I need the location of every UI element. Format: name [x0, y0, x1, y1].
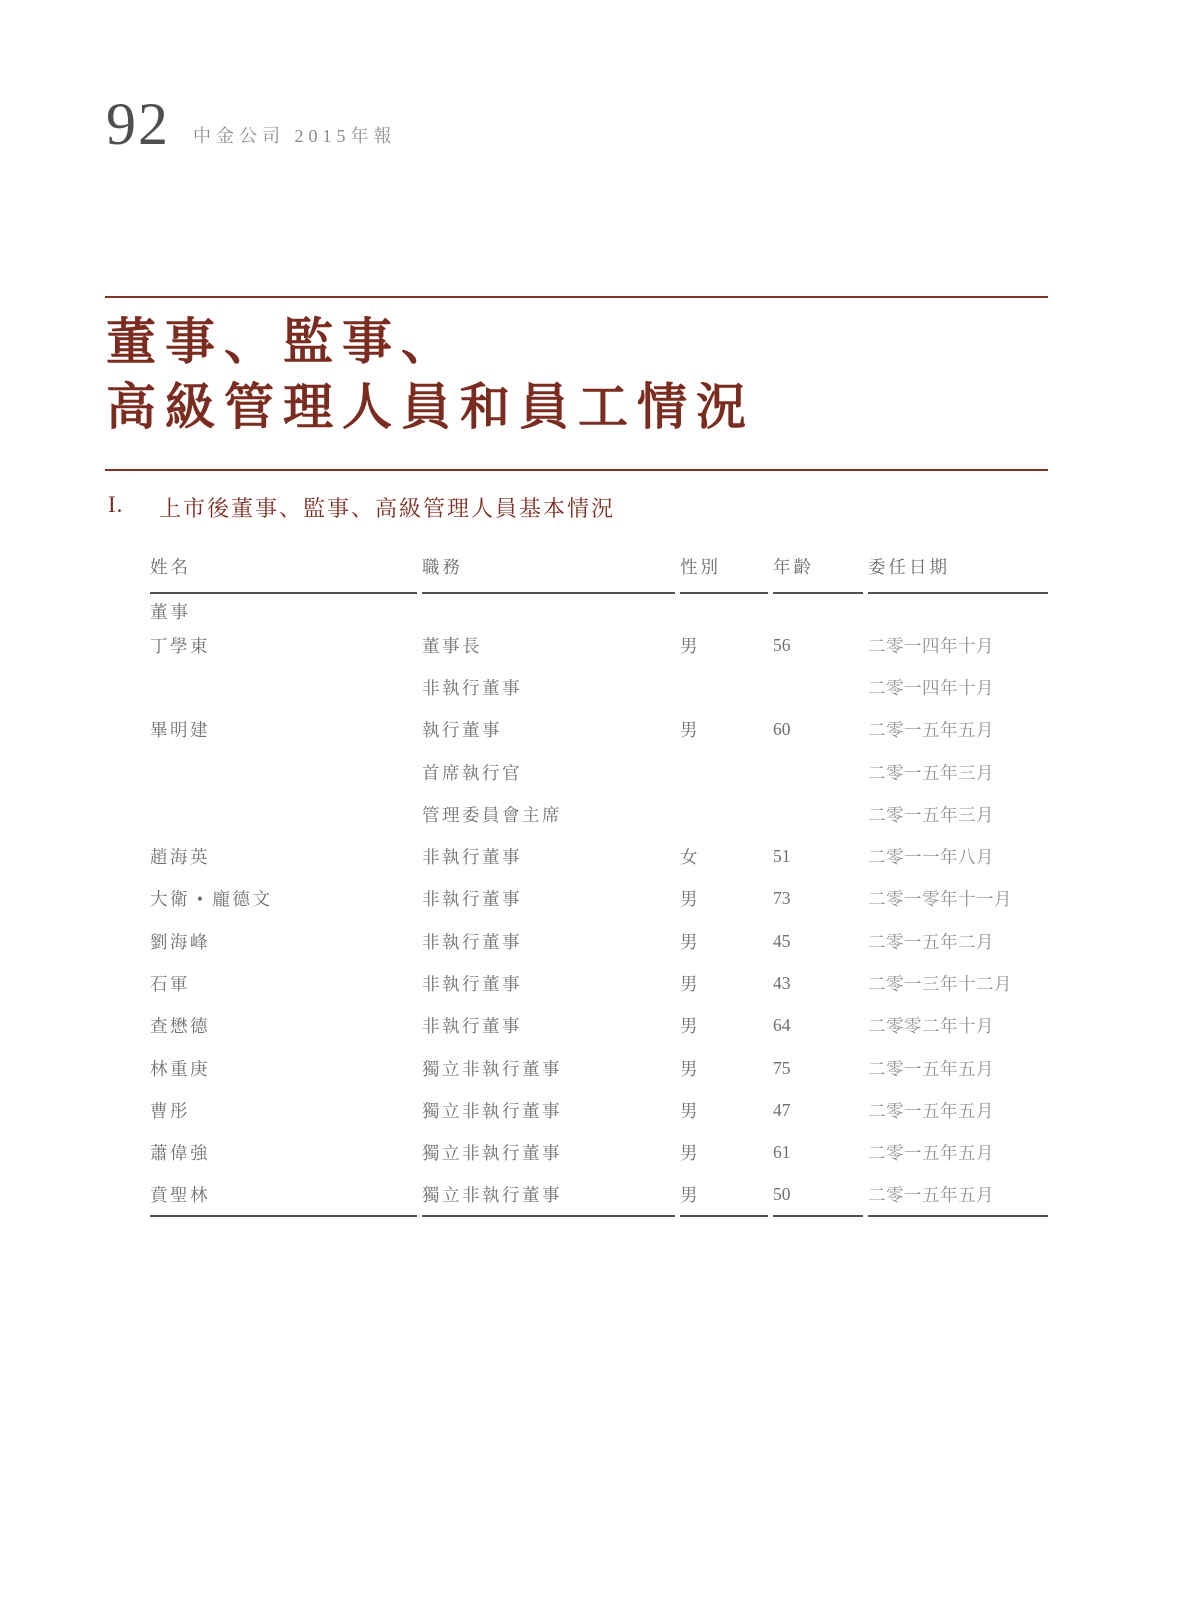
appointment-date: 二零一五年五月: [868, 1058, 994, 1079]
director-age: 75: [773, 1057, 791, 1078]
column-header-position: 職務: [422, 554, 675, 594]
chapter-title-line2: 高級管理人員和員工情況: [106, 379, 755, 435]
table-row: [150, 1174, 1048, 1216]
table-row: [150, 1005, 1048, 1047]
director-age: 45: [773, 930, 791, 951]
director-position: 首席執行官: [422, 762, 522, 783]
director-position: 非執行董事: [422, 847, 522, 868]
appointment-date: 二零一五年三月: [868, 804, 994, 825]
appointment-date: 二零一五年五月: [868, 1143, 994, 1164]
director-position: 獨立非執行董事: [422, 1173, 675, 1217]
appointment-date: 二零一三年十二月: [868, 974, 1012, 995]
director-position: 非執行董事: [422, 974, 522, 995]
director-position: 非執行董事: [422, 889, 522, 910]
section-numeral: I.: [108, 492, 124, 517]
director-gender: 男: [680, 1100, 700, 1121]
table-group-label: 董事: [150, 602, 191, 622]
table-row: [150, 624, 1048, 666]
director-position: 董事長: [422, 635, 482, 656]
table-row: [150, 666, 1048, 708]
director-position: 非執行董事: [422, 1016, 522, 1037]
director-gender: 男: [680, 889, 700, 910]
director-position: 獨立非執行董事: [422, 1100, 562, 1121]
chapter-title-line1: 董事、監事、: [106, 314, 460, 370]
director-name: 賁聖林: [150, 1173, 417, 1217]
director-gender: 男: [680, 1016, 700, 1037]
appointment-date: 二零一四年十月: [868, 635, 994, 656]
appointment-date: 二零一五年五月: [868, 1100, 994, 1121]
director-age: 51: [773, 846, 791, 867]
director-gender: 女: [680, 847, 700, 868]
director-position: 非執行董事: [422, 931, 522, 952]
table-header-row: [150, 554, 1048, 594]
director-name: 石軍: [150, 974, 190, 995]
director-position: 非執行董事: [422, 677, 522, 698]
director-name: 蕭偉強: [150, 1143, 210, 1164]
director-gender: 男: [680, 931, 700, 952]
director-name: 查懋德: [150, 1016, 210, 1037]
director-gender: 男: [680, 974, 700, 995]
title-bottom-rule: [105, 469, 1048, 471]
director-gender: 男: [680, 720, 700, 741]
director-age: 73: [773, 888, 791, 909]
appointment-date: 二零一五年三月: [868, 762, 994, 783]
director-name: 曹彤: [150, 1100, 190, 1121]
director-age: 61: [773, 1142, 791, 1163]
column-header-gender: 性別: [680, 554, 768, 594]
section-heading: 上市後董事、監事、高級管理人員基本情況: [159, 496, 616, 521]
table-row: [150, 709, 1048, 751]
director-age: 47: [773, 1099, 791, 1120]
director-name: 大衛 • 龐德文: [150, 889, 273, 910]
director-gender: 男: [680, 1058, 700, 1079]
appointment-date: 二零一五年二月: [868, 931, 994, 952]
director-name: 趙海英: [150, 847, 210, 868]
table-row: [150, 835, 1048, 877]
page-number: 92: [106, 91, 170, 157]
director-age: 60: [773, 719, 791, 740]
publication-title: 中金公司 2015年報: [193, 126, 397, 146]
director-position: 管理委員會主席: [422, 804, 562, 825]
table-body: [150, 624, 1048, 1216]
director-position: 執行董事: [422, 720, 502, 741]
chapter-title: [106, 310, 755, 440]
table-row: [150, 1047, 1048, 1089]
title-top-rule: [105, 296, 1048, 298]
column-header-name: 姓名: [150, 554, 417, 594]
director-name: 畢明建: [150, 720, 210, 741]
director-age: 50: [773, 1173, 863, 1217]
table-row: [150, 920, 1048, 962]
table-row: [150, 751, 1048, 793]
director-age: 64: [773, 1015, 791, 1036]
director-position: 獨立非執行董事: [422, 1058, 562, 1079]
director-gender: 男: [680, 1173, 768, 1217]
director-gender: 男: [680, 635, 700, 656]
table-row: [150, 962, 1048, 1004]
table-row: [150, 1089, 1048, 1131]
table-row: [150, 793, 1048, 835]
director-name: 林重庚: [150, 1058, 210, 1079]
appointment-date: 二零一一年八月: [868, 847, 994, 868]
column-header-date: 委任日期: [868, 554, 1048, 594]
appointment-date: 二零一五年五月: [868, 1173, 1048, 1217]
management-table: [150, 554, 1048, 1216]
appointment-date: 二零一零年十一月: [868, 889, 1012, 910]
director-age: 43: [773, 973, 791, 994]
table-row: [150, 878, 1048, 920]
table-row: [150, 1132, 1048, 1174]
appointment-date: 二零零二年十月: [868, 1016, 994, 1037]
director-age: 56: [773, 634, 791, 655]
director-position: 獨立非執行董事: [422, 1143, 562, 1164]
director-name: 劉海峰: [150, 931, 210, 952]
column-header-age: 年齡: [773, 554, 863, 594]
director-name: 丁學東: [150, 635, 210, 656]
director-gender: 男: [680, 1143, 700, 1164]
appointment-date: 二零一四年十月: [868, 677, 994, 698]
appointment-date: 二零一五年五月: [868, 720, 994, 741]
